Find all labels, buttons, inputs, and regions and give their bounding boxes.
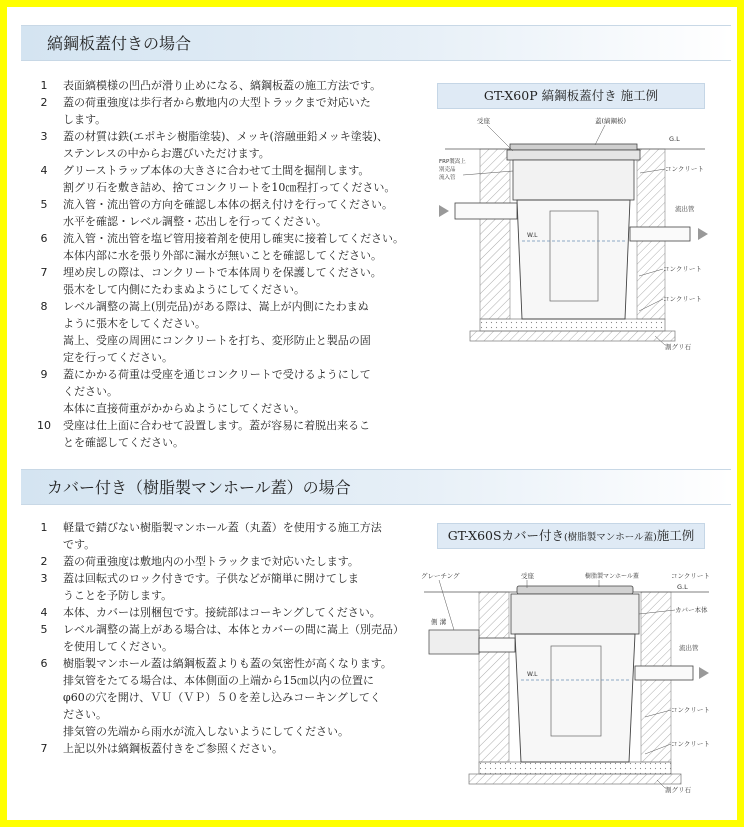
section1-list: [37, 77, 409, 451]
item-text-line: 樹脂製マンホール蓋は縞鋼板蓋よりも蓋の気密性が高くなります。: [63, 657, 392, 670]
label-outflow: 流出管: [675, 205, 695, 213]
item-number: 7: [40, 266, 48, 279]
item-number: 3: [40, 572, 48, 585]
list-item: [37, 230, 409, 264]
label-wl: W.L: [527, 232, 538, 239]
page: [7, 7, 737, 820]
item-number: 1: [40, 79, 48, 92]
item-text-line: φ60の穴を開け、ＶＵ（ＶＰ）５０を差し込みコーキングしてく: [63, 691, 381, 704]
item-number: 2: [40, 96, 48, 109]
item-text-line: 埋め戻しの際は、コンクリートで本体周りを保護してください。: [63, 266, 382, 279]
item-number: 4: [40, 606, 48, 619]
outflow-pipe-2: [635, 666, 693, 680]
item-text-line: グリーストラップ本体の大きさに合わせて土間を掘削します。: [63, 164, 370, 177]
figure1-title: [437, 83, 705, 109]
label-concrete-3: コンクリート: [663, 295, 702, 303]
label-side-ditch: 側 溝: [431, 618, 447, 626]
item-text-line: 排気管をたてる場合は、本体側面の上端から15㎝以内の位置に: [63, 674, 374, 687]
item-text-line: ように張木をしてください。: [63, 317, 206, 330]
list-item: [37, 570, 409, 604]
concrete-base-2: [479, 762, 671, 774]
item-text-line: です。: [63, 538, 96, 551]
label-outflow-2: 流出管: [679, 644, 699, 652]
label-cover-body: カバー本体: [675, 606, 708, 614]
list-item: [37, 94, 409, 128]
figure2-diagram: [409, 562, 727, 798]
item-number: 3: [40, 130, 48, 143]
item-text-line: 表面縞模様の凹凸が滑り止めになる、縞鋼板蓋の施工方法です。: [63, 79, 382, 92]
tank-body-2: [515, 634, 635, 762]
item-text-line: を使用してください。: [63, 640, 173, 653]
cover-body: [511, 594, 639, 634]
list-item: [37, 604, 409, 621]
item-text-line: 流入管・流出管の方向を確認し本体の据え付けを行ってください。: [63, 198, 393, 211]
label-gravel: 割グリ石: [665, 343, 691, 351]
seat-frame: [507, 150, 640, 160]
item-text-line: とを確認してください。: [63, 436, 184, 449]
item-number: 2: [40, 555, 48, 568]
inflow-pipe-2: [479, 638, 515, 652]
list-item: [37, 264, 409, 298]
item-text-line: 上記以外は縞鋼板蓋付きをご参照ください。: [63, 742, 283, 755]
gravel-base: [470, 331, 675, 341]
item-text-line: 排気管の先端から雨水が流入しないようにしてください。: [63, 725, 349, 738]
gravel-base-2: [469, 774, 681, 784]
item-text-line: 蓋の荷重強度は歩行者から敷地内の大型トラックまで対応いた: [63, 96, 371, 109]
item-text-line: ステンレスの中からお選びいただけます。: [63, 147, 270, 160]
item-text-line: 嵩上、受座の周囲にコンクリートを打ち、変形防止と製品の固: [63, 334, 371, 347]
list-item: [37, 298, 409, 366]
figure2-title-end: 施工例: [656, 528, 695, 543]
soil-left-2: [479, 592, 509, 762]
item-number: 1: [40, 521, 48, 534]
label-concrete-4: コンクリート: [671, 706, 710, 714]
section1-title: 縞鋼板蓋付きの場合: [47, 34, 192, 53]
figure2-title: [437, 523, 705, 549]
list-item: [37, 128, 409, 162]
outflow-pipe: [630, 227, 690, 241]
label-gl: G.L: [669, 135, 680, 143]
item-text-line: 蓋の材質は鉄(エポキシ樹脂塗装)、メッキ(溶融亜鉛メッキ塗装)、: [63, 130, 389, 143]
concrete-base: [480, 319, 665, 331]
list-item: [37, 196, 409, 230]
label-gl-2: G.L: [677, 583, 688, 591]
item-text-line: 定を行ってください。: [63, 351, 173, 364]
item-number: 5: [40, 623, 48, 636]
list-item: [37, 519, 409, 553]
item-number: 4: [40, 164, 48, 177]
figure1-diagram: [425, 111, 725, 353]
figure1-title-text: GT-X60P 縞鋼板蓋付き 施工例: [483, 88, 659, 103]
list-item: [37, 553, 409, 570]
section2-list: [37, 519, 409, 757]
item-number: 7: [40, 742, 48, 755]
label-sold-separately: 別売品: [439, 167, 456, 173]
item-text-line: 軽量で錆びない樹脂製マンホール蓋（丸蓋）を使用する施工方法: [63, 521, 382, 534]
item-number: 6: [40, 232, 48, 245]
figure2-title-main: GT-X60Sカバー付き: [447, 528, 565, 543]
item-text-line: 蓋は回転式のロック付きです。子供などが簡単に開けてしま: [63, 572, 359, 585]
section2-header: [21, 469, 731, 505]
list-item: [37, 162, 409, 196]
list-item: [37, 417, 409, 451]
list-item: [37, 77, 409, 94]
label-wl-2: W.L: [527, 671, 538, 678]
label-concrete-2: コンクリート: [663, 265, 702, 273]
item-text-line: 受座は仕上面に合わせて設置します。蓋が容易に着脱出来るこ: [63, 419, 371, 432]
item-text-line: レベル調整の嵩上(別売品)がある際は、嵩上が内側にたわまぬ: [63, 300, 369, 313]
label-seat: 受座: [477, 117, 490, 125]
label-lid: 蓋(縞鋼板): [595, 117, 627, 125]
list-item: [37, 621, 409, 655]
label-concrete-5: コンクリート: [671, 740, 710, 748]
item-text-line: 張木をして内側にたわまぬようにしてください。: [63, 283, 305, 296]
riser: [513, 160, 634, 200]
item-number: 10: [37, 419, 51, 432]
item-text-line: 蓋の荷重強度は敷地内の小型トラックまで対応いたします。: [63, 555, 359, 568]
section2-title: カバー付き（樹脂製マンホール蓋）の場合: [47, 478, 351, 497]
label-gravel-2: 割グリ石: [665, 786, 691, 794]
item-text-line: レベル調整の嵩上がある場合は、本体とカバーの間に嵩上（別売品）: [63, 623, 404, 636]
item-number: 8: [40, 300, 48, 313]
item-text-line: うことを予防します。: [63, 589, 173, 602]
item-text-line: 流入管・流出管を塩ビ管用接着剤を使用し確実に接着してください。: [63, 232, 404, 245]
label-seat-2: 受座: [521, 572, 534, 580]
item-text-line: 水平を確認・レベル調整・芯出しを行ってください。: [63, 215, 327, 228]
item-text-line: 本体内部に水を張り外部に漏水が無いことを確認してください。: [63, 249, 382, 262]
item-text-line: ださい。: [63, 708, 107, 721]
list-item: [37, 740, 409, 757]
label-concrete-1: コンクリート: [665, 165, 704, 173]
item-number: 5: [40, 198, 48, 211]
list-item: [37, 655, 409, 740]
item-text-line: 蓋にかかる荷重は受座を通じコンクリートで受けるようにして: [63, 368, 371, 381]
item-text-line: 本体に直接荷重がかからぬようにしてください。: [63, 402, 305, 415]
item-number: 6: [40, 657, 48, 670]
label-concrete-top: コンクリート: [671, 572, 710, 580]
figure2-title-small: (樹脂製マンホール蓋): [564, 532, 657, 543]
side-ditch: [429, 630, 479, 654]
item-text-line: 本体、カバーは別梱包です。接続部はコーキングしてください。: [63, 606, 381, 619]
manhole-lid: [517, 586, 633, 594]
item-text-line: 割グリ石を敷き詰め、捨てコンクリートを10㎝程打ってください。: [63, 181, 396, 194]
section1-header: [21, 25, 731, 61]
item-number: 9: [40, 368, 48, 381]
item-text-line: します。: [63, 113, 107, 126]
label-inflow: 流入管: [439, 175, 456, 181]
label-lid-2: 樹脂製マンホール蓋: [585, 573, 639, 580]
item-text-line: ください。: [63, 385, 118, 398]
inflow-pipe: [455, 203, 517, 219]
label-grating: グレーチング: [421, 572, 460, 580]
lid-plate: [510, 144, 637, 150]
label-frp: FRP製嵩上: [439, 159, 466, 165]
soil-left: [480, 149, 510, 319]
list-item: [37, 366, 409, 417]
